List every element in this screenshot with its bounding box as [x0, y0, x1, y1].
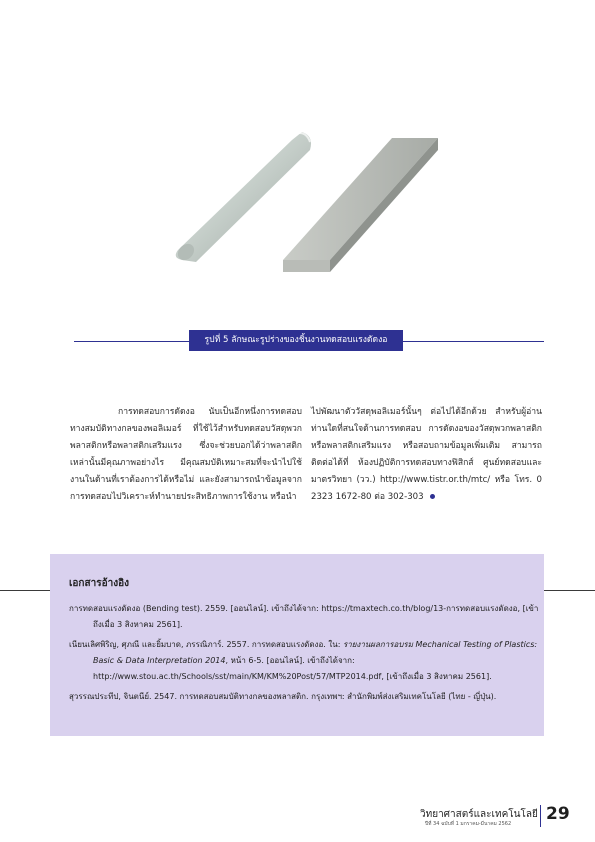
body-text-left: การทดสอบการดัดงอ นับเป็นอีกหนึ่งการทดสอบทางสมบัติทางกลของพอลิเมอร์ ที่ใช้ไว้สำหรับทดสอบวัสดุพวกพลาสติกหรือพลาสติกเสริมแรง ซึ่งจะช่วยบอกได้ว่าพลาสติกเหล่านั้นมีคุณภาพอย่างไร มีคุณสมบัติเหมาะสมที่จะนำไปใช้งานในด้านที่เราต้องการได้หรือไม่ และยังสามารถนำข้อมูลจากการทดสอบไปวิเคราะห์ทำนายประสิทธิภาพการใช้งาน หรือนำ	[70, 407, 302, 502]
body-column-left	[70, 404, 302, 506]
body-column-right	[311, 404, 542, 506]
journal-issue: ปีที่ 34 ฉบับที่ 1 มกราคม-มีนาคม 2562	[425, 821, 512, 827]
divider-right	[544, 590, 595, 591]
specimen-figure	[0, 0, 595, 360]
figure-caption: รูปที่ 5 ลักษณะรูปร่างของชิ้นงานทดสอบแรงดัดงอ	[189, 330, 403, 351]
reference-item: การทดสอบแรงดัดงอ (Bending test). 2559. [ออนไลน์]. เข้าถึงได้จาก: https://tmaxtech.co.th/blog/13-การทดสอบแรงดัดงอ, [เข้าถึงเมื่อ 3 สิงหาคม 2561].	[69, 604, 539, 629]
end-mark-icon	[430, 494, 435, 499]
references-heading: เอกสารอ้างอิง	[69, 578, 129, 589]
body-text-right: ไปพัฒนาตัววัสดุพอลิเมอร์นั้นๆ ต่อไปได้อีกด้วย สำหรับผู้อ่านท่านใดที่สนใจด้านการทดสอบ การดัดงอของวัสดุพวกพลาสติกหรือพลาสติกเสริมแรง หรือสอบถามข้อมูลเพิ่มเติม สามารถติดต่อได้ที่ ห้องปฏิบัติการทดสอบทางฟิสิกส์ ศูนย์ทดสอบและมาตรวิทยา (วว.) http://www.tistr.or.th/mtc/ หรือ โทร. 0 2323 1672-80 ต่อ 302-303	[311, 407, 542, 502]
reference-item: เนียนเลิศพิริญ, ศุภณี และยิ้มบาด, ภรรณิภาร์. 2557. การทดสอบแรงดัดงอ. ใน: รายงานผลการอบรม Mechanical Testing of Plastics: Basic & Data Interpretation 2014, หน้า 6-5. [ออนไลน์]. เข้าถึงได้จาก: http://www.stou.ac.th/Schools/sst/main/KM/KM%20Post/57/MTP2014.pdf, [เข้าถึงเมื่อ 3 สิงหาคม 2561].	[69, 640, 538, 681]
reference-item: สุวรรณประทีป, จินตนีย์. 2547. การทดสอบสมบัติทางกลของพลาสติก. กรุงเทพฯ: สำนักพิมพ์ส่งเสริมเทคโนโลยี (ไทย - ญี่ปุ่น).	[69, 692, 497, 701]
flat-specimen-icon	[283, 138, 438, 272]
divider-left	[0, 590, 50, 591]
journal-title: วิทยาศาสตร์และเทคโนโลยี	[420, 809, 538, 820]
page-number: 29	[546, 804, 570, 824]
round-specimen-icon	[175, 132, 311, 263]
references-list	[69, 601, 539, 709]
footer-divider	[540, 805, 541, 827]
